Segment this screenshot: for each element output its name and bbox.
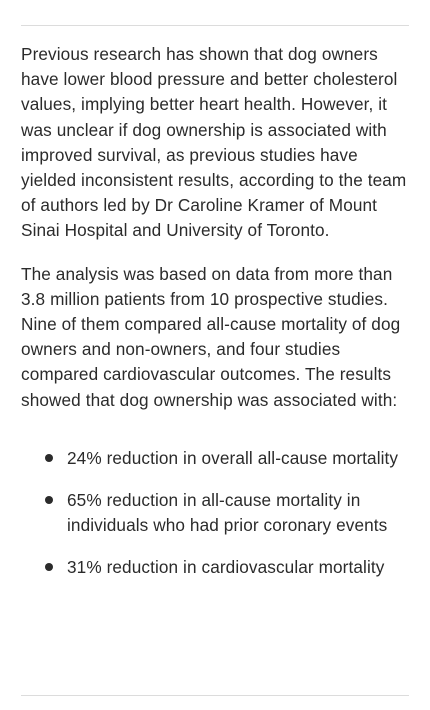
list-item — [21, 555, 413, 580]
bullet-icon — [45, 454, 53, 462]
bullet-icon — [45, 496, 53, 504]
list-item — [21, 488, 413, 538]
bottom-divider — [21, 695, 409, 696]
list-item-text: 31% reduction in cardiovascular mortality — [67, 557, 385, 578]
top-divider — [21, 25, 409, 26]
list-item-text: 24% reduction in overall all-cause mortality — [67, 447, 399, 468]
article-paragraph-1: Previous research has shown that dog owners have lower blood pressure and better cholesterol values, implying better heart health. However, it was unclear if dog ownership is associated with improved survival, as previous studies have yielded inconsistent results, according to the team of authors led by Dr Caroline Kramer of Mount Sinai Hospital and University of Toronto. — [21, 44, 407, 241]
bullet-icon — [45, 563, 53, 571]
article-body — [21, 42, 413, 581]
article-paragraph-2: The analysis was based on data from more than 3.8 million patients from 10 prospective studies. Nine of them compared all-cause mortality of dog owners and non-owners, and four studies compared cardiovascular outcomes. The results showed that dog ownership was associated with: — [21, 263, 401, 410]
list-item-text: 65% reduction in all-cause mortality in individuals who had prior coronary events — [67, 490, 388, 536]
findings-list — [21, 446, 413, 581]
list-item — [21, 446, 413, 471]
